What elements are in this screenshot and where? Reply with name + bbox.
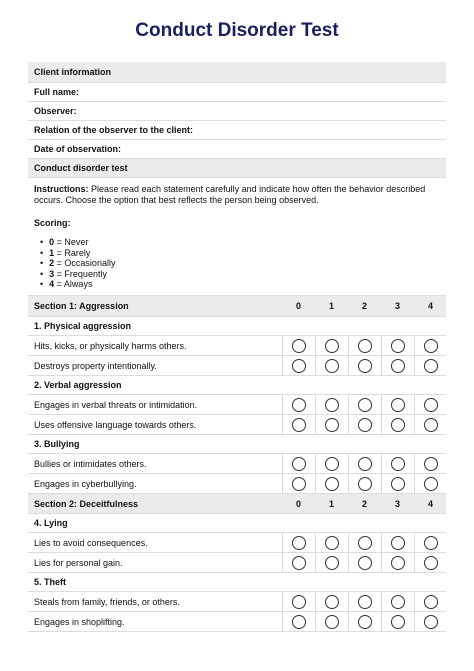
rating-cell [381,415,414,434]
rating-cell [414,612,447,631]
rating-radio-0[interactable] [292,477,306,491]
rating-cell [381,474,414,493]
full-name-field[interactable]: Full name: [28,83,446,102]
rating-cell [381,336,414,355]
rating-radio-0[interactable] [292,398,306,412]
rating-cell [315,474,348,493]
instructions-block [28,178,446,296]
group-title: 1. Physical aggression [28,317,446,336]
rating-cell [348,415,381,434]
rating-radio-2[interactable] [358,457,372,471]
rating-radio-1[interactable] [325,536,339,550]
scale-column-label: 2 [361,498,367,509]
question-text: Engages in cyberbullying. [34,478,137,489]
rating-radio-1[interactable] [325,418,339,432]
rating-cell [381,592,414,611]
rating-radio-0[interactable] [292,615,306,629]
group-title: 2. Verbal aggression [28,376,446,395]
scale-column-label: 0 [295,301,301,311]
rating-cell [414,474,447,493]
question-row [28,553,446,573]
rating-cell [282,336,315,355]
test-header: Conduct disorder test [28,159,446,178]
rating-radio-2[interactable] [358,339,372,353]
rating-radio-0[interactable] [292,536,306,550]
instructions-body: Please read each statement carefully and indicate how often the behavior described occurs. Choose the option that best reflects the person being observed. [34,184,426,205]
rating-cell [381,533,414,552]
rating-radio-2[interactable] [358,615,372,629]
scoring-label: Scoring: [34,218,71,228]
rating-radio-4[interactable] [424,556,438,570]
rating-cell [414,415,447,434]
rating-radio-4[interactable] [424,418,438,432]
question-text: Destroys property intentionally. [34,360,157,371]
rating-radio-2[interactable] [358,595,372,609]
question-row [28,415,446,435]
scale-column-label: 1 [328,301,334,311]
rating-cell [414,454,447,473]
rating-radio-1[interactable] [325,398,339,412]
rating-cell [282,415,315,434]
rating-radio-3[interactable] [391,556,405,570]
relation-field[interactable]: Relation of the observer to the client: [28,121,446,140]
rating-radio-1[interactable] [325,615,339,629]
rating-radio-3[interactable] [391,398,405,412]
scale-column-label: 3 [394,498,400,509]
rating-radio-1[interactable] [325,359,339,373]
rating-radio-1[interactable] [325,477,339,491]
rating-radio-2[interactable] [358,398,372,412]
rating-radio-0[interactable] [292,457,306,471]
rating-cell [381,356,414,375]
scale-column-label: 4 [427,301,433,311]
scale-item: • 2 = Occasionally [34,258,440,269]
question-row [28,612,446,632]
scale-item: • 4 = Always [34,279,440,290]
rating-radio-0[interactable] [292,595,306,609]
rating-cell [282,395,315,414]
rating-radio-2[interactable] [358,556,372,570]
scale-column-label: 4 [427,498,433,509]
rating-radio-4[interactable] [424,595,438,609]
rating-cell [282,474,315,493]
question-text: Hits, kicks, or physically harms others. [34,340,187,351]
page-title: Conduct Disorder Test [135,20,339,41]
group-title: 5. Theft [28,573,446,592]
rating-radio-2[interactable] [358,359,372,373]
client-info-header: Client information [28,62,446,83]
rating-radio-3[interactable] [391,339,405,353]
rating-radio-4[interactable] [424,457,438,471]
date-field[interactable]: Date of observation: [28,140,446,159]
rating-radio-4[interactable] [424,339,438,353]
rating-radio-3[interactable] [391,595,405,609]
rating-cell [348,395,381,414]
rating-cell [315,336,348,355]
rating-cell [315,612,348,631]
section-header [28,494,446,514]
rating-radio-2[interactable] [358,536,372,550]
rating-cell [282,553,315,572]
question-text: Engages in verbal threats or intimidation. [34,399,198,410]
section-title: Section 1: Aggression [34,301,129,311]
rating-radio-2[interactable] [358,418,372,432]
question-text: Uses offensive language towards others. [34,419,197,430]
rating-cell [348,553,381,572]
rating-radio-3[interactable] [391,615,405,629]
rating-cell [315,553,348,572]
rating-radio-3[interactable] [391,418,405,432]
rating-cell [414,592,447,611]
rating-cell [414,395,447,414]
question-row [28,533,446,553]
rating-cell [348,336,381,355]
rating-radio-4[interactable] [424,398,438,412]
question-row [28,336,446,356]
rating-radio-3[interactable] [391,457,405,471]
rating-cell [315,454,348,473]
rating-radio-3[interactable] [391,359,405,373]
rating-cell [381,612,414,631]
rating-cell [282,533,315,552]
rating-radio-0[interactable] [292,418,306,432]
question-text: Lies to avoid consequences. [34,537,148,548]
rating-radio-1[interactable] [325,595,339,609]
group-title: 3. Bullying [28,435,446,454]
scale-column-label: 2 [361,301,367,311]
rating-cell [348,592,381,611]
rating-cell [348,474,381,493]
rating-cell [381,395,414,414]
scale-item: • 0 = Never [34,237,440,248]
rating-cell [282,356,315,375]
rating-cell [414,553,447,572]
rating-cell [348,454,381,473]
section-header [28,296,446,317]
rating-cell [315,415,348,434]
section-title: Section 2: Deceitfulness [34,498,139,509]
rating-radio-4[interactable] [424,359,438,373]
rating-radio-2[interactable] [358,477,372,491]
question-row [28,474,446,494]
rating-cell [315,395,348,414]
rating-radio-1[interactable] [325,339,339,353]
rating-radio-4[interactable] [424,477,438,491]
rating-cell [348,533,381,552]
rating-cell [414,336,447,355]
rating-cell [381,553,414,572]
question-row [28,395,446,415]
group-title: 4. Lying [28,514,446,533]
rating-radio-0[interactable] [292,339,306,353]
observer-field[interactable]: Observer: [28,102,446,121]
scale-item: • 1 = Rarely [34,248,440,259]
rating-cell [315,592,348,611]
question-text: Steals from family, friends, or others. [34,596,180,607]
scale-column-label: 1 [328,498,334,509]
rating-cell [348,612,381,631]
rating-cell [315,356,348,375]
rating-radio-4[interactable] [424,615,438,629]
rating-cell [315,533,348,552]
rating-radio-1[interactable] [325,556,339,570]
rating-cell [282,454,315,473]
rating-cell [381,454,414,473]
rating-radio-4[interactable] [424,536,438,550]
question-row [28,454,446,474]
rating-radio-0[interactable] [292,359,306,373]
question-text: Bullies or intimidates others. [34,458,147,469]
rating-cell [282,612,315,631]
scale-column-label: 0 [295,498,301,509]
rating-radio-3[interactable] [391,477,405,491]
test-sections [28,296,446,632]
instructions-text [34,184,440,206]
rating-cell [348,356,381,375]
instructions-label: Instructions: [34,184,89,194]
scale-item: • 3 = Frequently [34,269,440,280]
scoring-list [34,237,440,290]
rating-cell [414,533,447,552]
rating-cell [282,592,315,611]
question-text: Lies for personal gain. [34,557,123,568]
rating-radio-0[interactable] [292,556,306,570]
question-text: Engages in shoplifting. [34,616,125,627]
rating-radio-3[interactable] [391,536,405,550]
rating-radio-1[interactable] [325,457,339,471]
form-sheet [28,62,446,632]
rating-cell [414,356,447,375]
question-row [28,356,446,376]
scale-column-label: 3 [394,301,400,311]
question-row [28,592,446,612]
